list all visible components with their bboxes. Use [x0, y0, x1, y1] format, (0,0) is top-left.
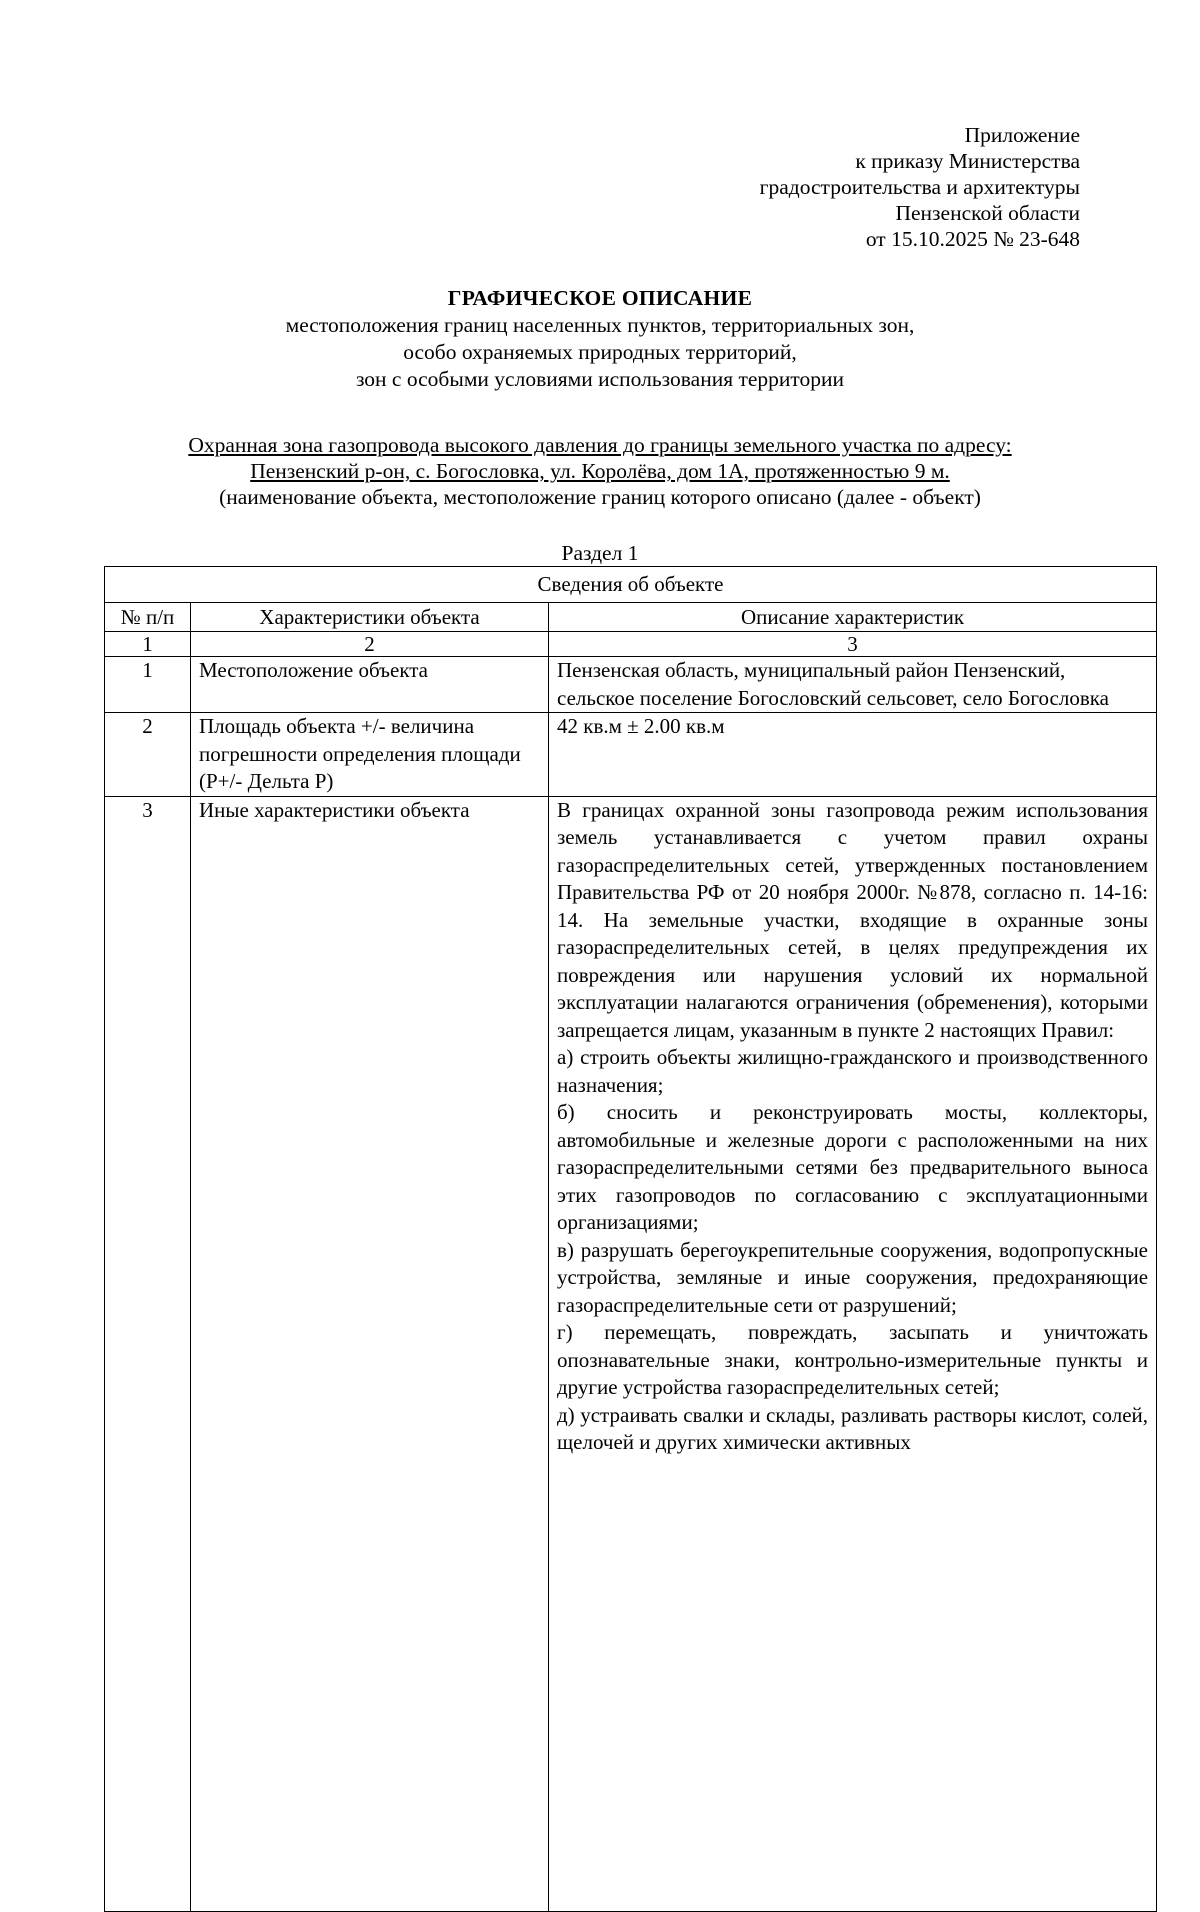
column-header: Характеристики объекта: [191, 602, 549, 632]
appendix-header: [760, 122, 1080, 252]
description-paragraph: В границах охранной зоны газопровода режим использования земель устанавливается с учетом правил охраны газораспределительных сетей, утвержденных постановлением Правительства РФ от 20 ноября 2000г. №878, согласно п. 14-16: 14. На земельные участки, входящие в охранные зоны газораспределительных сетей, в целях предупреждения их повреждения или нарушения условий их нормальной эксплуатации налагаются ограничения (обременения), которыми запрещается лицам, указанным в пункте 2 настоящих Правил:: [557, 797, 1149, 1042]
table-caption: Сведения об объекте: [105, 567, 1157, 603]
appendix-line: градостроительства и архитектуры: [759, 175, 1080, 199]
subtitle-line: зон с особыми условиями использования территории: [355, 367, 845, 391]
row-description: 42 кв.м ± 2.00 кв.м: [549, 713, 1157, 797]
table-header-row: [105, 602, 1157, 632]
object-name-block: [100, 432, 1100, 510]
title-block: [100, 285, 1100, 393]
object-name-line: Пензенский р-он, с. Богословка, ул. Королёва, дом 1А, протяженностью 9 м.: [250, 459, 950, 483]
row-number: 1: [105, 657, 191, 713]
description-paragraph: г) перемещать, повреждать, засыпать и уничтожать опознавательные знаки, контрольно-измерительные пункты и другие устройства газораспределительных сетей;: [557, 1320, 1149, 1399]
table-row: [105, 796, 1157, 1911]
column-number: 2: [191, 632, 549, 657]
row-description: Пензенская область, муниципальный район Пензенский, сельское поселение Богословский сельсовет, село Богословка: [549, 657, 1157, 713]
description-paragraph: в) разрушать берегоукрепительные сооружения, водопропускные устройства, земляные и иные сооружения, предохраняющие газораспределительные сети от разрушений;: [557, 1237, 1149, 1317]
row-characteristic: Иные характеристики объекта: [191, 796, 549, 1911]
object-name-line: Охранная зона газопровода высокого давления до границы земельного участка по адресу:: [188, 433, 1012, 457]
row-description: [549, 796, 1157, 1911]
table-column-numbers-row: [105, 632, 1157, 657]
column-header: № п/п: [105, 602, 191, 632]
document-subtitle: [100, 312, 1100, 393]
appendix-line: Приложение: [964, 123, 1080, 147]
row-characteristic: Площадь объекта +/- величина погрешности определения площади (P+/- Дельта P): [191, 713, 549, 797]
row-number: 3: [105, 796, 191, 1911]
column-header: Описание характеристик: [549, 602, 1157, 632]
appendix-line: к приказу Министерства: [855, 149, 1080, 173]
row-characteristic: Местоположение объекта: [191, 657, 549, 713]
object-info-table: [104, 566, 1157, 1912]
subtitle-line: местоположения границ населенных пунктов, территориальных зон,: [285, 313, 915, 337]
table-caption-row: [105, 567, 1157, 603]
section-label: Раздел 1: [561, 541, 639, 565]
subtitle-line: особо охраняемых природных территорий,: [403, 340, 797, 364]
document-title: ГРАФИЧЕСКОЕ ОПИСАНИЕ: [447, 286, 753, 310]
table-row: [105, 657, 1157, 713]
description-paragraph: д) устраивать свалки и склады, разливать растворы кислот, солей, щелочей и других химически активных: [557, 1402, 1149, 1454]
description-text-block: [557, 797, 1148, 1911]
column-number: 1: [105, 632, 191, 657]
table-row: [105, 713, 1157, 797]
column-number: 3: [549, 632, 1157, 657]
row-number: 2: [105, 713, 191, 797]
description-paragraph: а) строить объекты жилищно-гражданского и производственного назначения;: [557, 1045, 1149, 1097]
object-name-caption: (наименование объекта, местоположение границ которого описано (далее - объект): [219, 485, 981, 509]
appendix-date-number: от 15.10.2025 № 23-648: [865, 227, 1080, 251]
appendix-line: Пензенской области: [895, 201, 1080, 225]
description-paragraph: б) сносить и реконструировать мосты, коллекторы, автомобильные и железные дороги с расположенными на них газораспределительными сетями без предварительного выноса этих газопроводов по согласованию с эксплуатационными организациями;: [557, 1100, 1149, 1234]
